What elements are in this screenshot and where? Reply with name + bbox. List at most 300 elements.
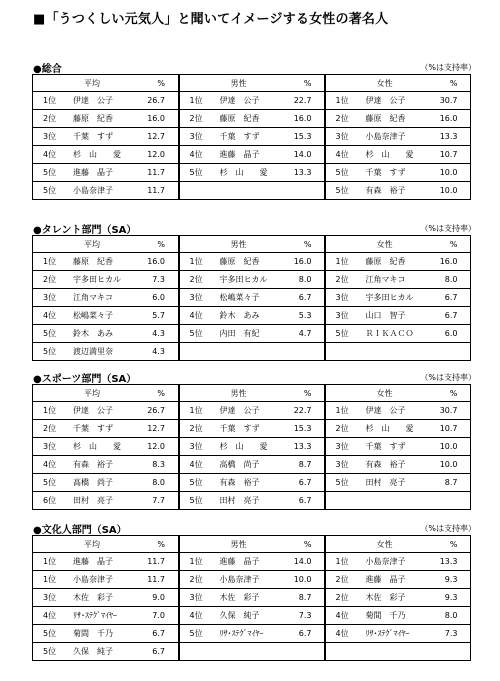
- name: 有森 裕子: [219, 478, 260, 487]
- header-female: [325, 536, 471, 553]
- table-row: [33, 571, 471, 589]
- name: 宇多田ヒカル: [219, 275, 268, 284]
- table-row: [33, 589, 471, 607]
- table-row: [33, 164, 471, 182]
- ranking-cell: [325, 343, 471, 361]
- value: 13.3: [439, 557, 458, 566]
- name: 鈴木 あみ: [73, 329, 113, 338]
- value: 4.3: [152, 347, 165, 356]
- rank: 2位: [189, 424, 203, 433]
- name: 田村 亮子: [365, 478, 406, 487]
- rank: 4位: [335, 629, 349, 638]
- ranking-cell: [33, 438, 179, 456]
- table-row: [33, 492, 471, 510]
- ranking-cell: [179, 182, 325, 200]
- rank: 1位: [335, 96, 349, 105]
- table-row: [33, 456, 471, 474]
- support-rate-note: （%は支持率）: [420, 63, 476, 72]
- header-male-label: 男性: [230, 388, 247, 398]
- name: 千葉 すず: [219, 424, 260, 433]
- name: 千葉 すず: [365, 168, 406, 177]
- rank: 1位: [43, 257, 57, 266]
- rank: 5位: [43, 186, 57, 195]
- value: 5.3: [298, 311, 312, 320]
- rank: 1位: [43, 96, 57, 105]
- rank: 2位: [189, 114, 203, 123]
- name: 杉 山 愛: [219, 442, 268, 451]
- rank: 1位: [189, 257, 203, 266]
- section-title: ●文化人部門（SA）: [33, 525, 127, 536]
- value: 22.7: [293, 96, 312, 105]
- value: 14.0: [293, 150, 312, 159]
- name: 松嶋菜々子: [73, 311, 113, 320]
- table-row: [33, 182, 471, 200]
- value: 6.7: [298, 629, 312, 638]
- ranking-cell: [33, 289, 179, 307]
- name: 千葉 すず: [73, 424, 114, 433]
- name: 菊間 千乃: [73, 629, 113, 638]
- header-avg: [33, 536, 179, 553]
- name: 杉 山 愛: [365, 150, 414, 159]
- ranking-cell: [179, 164, 325, 182]
- rank: 6位: [43, 496, 57, 505]
- name: 田村 亮子: [73, 496, 113, 505]
- ranking-cell: [179, 402, 325, 420]
- value: 12.0: [147, 150, 165, 159]
- table-row: [33, 438, 471, 456]
- ranking-cell: [179, 253, 325, 271]
- ranking-cell: [33, 589, 179, 607]
- value: 26.7: [147, 96, 165, 105]
- ranking-cell: [33, 474, 179, 492]
- value: 12.7: [147, 424, 165, 433]
- rank: 1位: [335, 557, 349, 566]
- ranking-cell: [325, 643, 471, 661]
- rank: 2位: [335, 593, 349, 602]
- ranking-cell: [179, 553, 325, 571]
- header-percent: %: [449, 388, 458, 398]
- header-female-label: 女性: [376, 239, 393, 249]
- name: 伊達 公子: [73, 406, 113, 415]
- name: ﾘｻ･ｽﾃｸﾞﾏｲﾔｰ: [73, 611, 117, 620]
- header-avg-label: 平均: [84, 78, 100, 88]
- ranking-cell: [325, 492, 471, 510]
- name: 内田 有紀: [219, 329, 260, 338]
- value: 8.0: [444, 275, 458, 284]
- header-male: [179, 236, 325, 253]
- header-percent: %: [449, 78, 458, 88]
- name: 松嶋菜々子: [219, 293, 260, 302]
- header-female: [325, 385, 471, 402]
- rank: 4位: [43, 311, 57, 320]
- rank: 5位: [335, 478, 349, 487]
- ranking-cell: [179, 289, 325, 307]
- ranking-cell: [179, 92, 325, 110]
- rank: 1位: [189, 96, 203, 105]
- name: 木佐 彩子: [219, 593, 260, 602]
- ranking-cell: [179, 325, 325, 343]
- ranking-cell: [33, 420, 179, 438]
- value: 13.3: [293, 442, 312, 451]
- value: 6.7: [444, 311, 458, 320]
- ranking-cell: [33, 271, 179, 289]
- rank: 1位: [335, 406, 349, 415]
- rank: 5位: [189, 478, 203, 487]
- table-row: [33, 625, 471, 643]
- header-female-label: 女性: [376, 539, 393, 549]
- value: 6.0: [444, 329, 458, 338]
- value: 26.7: [147, 406, 165, 415]
- ranking-cell: [325, 307, 471, 325]
- table-row: [33, 325, 471, 343]
- value: 7.7: [152, 496, 165, 505]
- ranking-cell: [325, 164, 471, 182]
- table-header-row: [33, 236, 471, 253]
- header-female-label: 女性: [376, 388, 393, 398]
- ranking-cell: [179, 643, 325, 661]
- rank: 5位: [189, 168, 203, 177]
- name: ﾘｻ･ｽﾃｸﾞﾏｲﾔｰ: [219, 629, 264, 638]
- section-title: ●タレント部門（SA）: [33, 225, 137, 236]
- value: 7.3: [444, 629, 458, 638]
- value: 8.0: [298, 275, 312, 284]
- value: 15.3: [293, 424, 312, 433]
- rank: 5位: [189, 496, 203, 505]
- value: 11.7: [147, 575, 165, 584]
- value: 13.3: [293, 168, 312, 177]
- value: 10.0: [293, 575, 312, 584]
- rank: 2位: [189, 575, 203, 584]
- ranking-cell: [325, 271, 471, 289]
- rank: 3位: [335, 442, 349, 451]
- name: 田村 亮子: [219, 496, 260, 505]
- page-title: ■「うつくしい元気人」と聞いてイメージする女性の著名人: [33, 12, 389, 27]
- ranking-cell: [179, 271, 325, 289]
- table-row: [33, 146, 471, 164]
- name: 杉 山 愛: [73, 150, 121, 159]
- table-header-row: [33, 536, 471, 553]
- name: 藤原 紀香: [365, 114, 406, 123]
- ranking-cell: [325, 456, 471, 474]
- rank: 5位: [43, 168, 57, 177]
- rank: 3位: [335, 293, 349, 302]
- value: 10.0: [439, 168, 458, 177]
- rank: 3位: [335, 132, 349, 141]
- name: 千葉 すず: [219, 132, 260, 141]
- table-row: [33, 307, 471, 325]
- value: 9.3: [444, 575, 458, 584]
- value: 6.7: [152, 647, 165, 656]
- header-female-label: 女性: [376, 78, 393, 88]
- name: 高橋 尚子: [73, 478, 113, 487]
- name: ＲＩＫＡＣＯ: [365, 329, 414, 338]
- ranking-cell: [33, 164, 179, 182]
- value: 4.3: [152, 329, 165, 338]
- ranking-cell: [179, 456, 325, 474]
- ranking-cell: [33, 325, 179, 343]
- name: 伊達 公子: [365, 406, 406, 415]
- name: 藤原 紀香: [219, 114, 260, 123]
- ranking-cell: [179, 343, 325, 361]
- value: 4.7: [298, 329, 312, 338]
- table-row: [33, 402, 471, 420]
- value: 7.3: [298, 611, 312, 620]
- name: 進藤 晶子: [73, 557, 113, 566]
- ranking-cell: [33, 253, 179, 271]
- name: 鈴木 あみ: [219, 311, 260, 320]
- value: 9.0: [152, 593, 165, 602]
- rank: 2位: [43, 114, 57, 123]
- rank: 4位: [189, 460, 203, 469]
- name: 進藤 晶子: [219, 557, 260, 566]
- header-percent: %: [157, 239, 165, 249]
- name: 藤原 紀香: [73, 114, 113, 123]
- value: 6.7: [444, 293, 458, 302]
- value: 11.7: [147, 186, 165, 195]
- ranking-cell: [179, 146, 325, 164]
- value: 6.7: [152, 629, 165, 638]
- value: 8.7: [444, 478, 458, 487]
- rank: 5位: [335, 186, 349, 195]
- header-percent: %: [303, 78, 312, 88]
- name: 渡辺満里奈: [73, 347, 113, 356]
- header-avg: [33, 236, 179, 253]
- ranking-cell: [325, 182, 471, 200]
- rank: 5位: [43, 347, 57, 356]
- name: 伊達 公子: [73, 96, 113, 105]
- rank: 3位: [335, 311, 349, 320]
- rank: 3位: [189, 293, 203, 302]
- rank: 4位: [335, 611, 349, 620]
- value: 15.3: [293, 132, 312, 141]
- section-title: ●スポーツ部門（SA）: [33, 374, 137, 385]
- ranking-cell: [179, 625, 325, 643]
- name: 山口 智子: [365, 311, 406, 320]
- value: 6.7: [298, 496, 312, 505]
- header-percent: %: [157, 388, 165, 398]
- rank: 3位: [43, 293, 57, 302]
- rank: 3位: [189, 132, 203, 141]
- ranking-table: [32, 235, 471, 361]
- header-female: [325, 236, 471, 253]
- table-row: [33, 607, 471, 625]
- header-percent: %: [449, 239, 458, 249]
- header-percent: %: [157, 78, 165, 88]
- name: 伊達 公子: [365, 96, 406, 105]
- ranking-cell: [33, 625, 179, 643]
- value: 16.0: [439, 257, 458, 266]
- ranking-cell: [179, 110, 325, 128]
- ranking-cell: [325, 92, 471, 110]
- support-rate-note: （%は支持率）: [420, 224, 476, 233]
- name: 宇多田ヒカル: [73, 275, 121, 284]
- ranking-cell: [325, 438, 471, 456]
- rank: 2位: [43, 424, 57, 433]
- rank: 3位: [189, 442, 203, 451]
- support-rate-note: （%は支持率）: [420, 373, 476, 382]
- name: 江角マキコ: [73, 293, 113, 302]
- header-percent: %: [157, 539, 165, 549]
- ranking-cell: [33, 307, 179, 325]
- value: 10.7: [439, 150, 458, 159]
- value: 16.0: [439, 114, 458, 123]
- value: 16.0: [147, 114, 165, 123]
- value: 10.0: [439, 442, 458, 451]
- header-avg: [33, 75, 179, 92]
- header-avg-label: 平均: [84, 239, 100, 249]
- ranking-cell: [179, 607, 325, 625]
- rank: 1位: [189, 557, 203, 566]
- table-header-row: [33, 75, 471, 92]
- value: 5.7: [152, 311, 165, 320]
- rank: 5位: [43, 647, 57, 656]
- name: 有森 裕子: [73, 460, 113, 469]
- header-male-label: 男性: [230, 539, 247, 549]
- value: 11.7: [147, 557, 165, 566]
- header-percent: %: [303, 239, 312, 249]
- name: 木佐 彩子: [73, 593, 113, 602]
- value: 12.7: [147, 132, 165, 141]
- ranking-cell: [325, 146, 471, 164]
- rank: 3位: [43, 132, 57, 141]
- header-percent: %: [303, 539, 312, 549]
- rank: 2位: [335, 424, 349, 433]
- value: 10.7: [439, 424, 458, 433]
- ranking-cell: [179, 474, 325, 492]
- rank: 4位: [189, 150, 203, 159]
- ranking-cell: [179, 307, 325, 325]
- support-rate-note: （%は支持率）: [420, 524, 476, 533]
- header-percent: %: [303, 388, 312, 398]
- ranking-cell: [325, 402, 471, 420]
- name: 杉 山 愛: [73, 442, 121, 451]
- name: 有森 裕子: [365, 460, 406, 469]
- table-row: [33, 553, 471, 571]
- value: 8.7: [298, 460, 312, 469]
- ranking-cell: [33, 128, 179, 146]
- table-row: [33, 92, 471, 110]
- ranking-cell: [33, 182, 179, 200]
- value: 6.7: [298, 293, 312, 302]
- table-row: [33, 474, 471, 492]
- ranking-table: [32, 535, 471, 661]
- ranking-cell: [179, 571, 325, 589]
- ranking-cell: [325, 625, 471, 643]
- table-row: [33, 420, 471, 438]
- ranking-cell: [179, 438, 325, 456]
- name: 宇多田ヒカル: [365, 293, 414, 302]
- value: 16.0: [147, 257, 165, 266]
- ranking-cell: [33, 402, 179, 420]
- name: 小島奈津子: [219, 575, 260, 584]
- ranking-cell: [33, 607, 179, 625]
- ranking-cell: [33, 492, 179, 510]
- ranking-cell: [325, 589, 471, 607]
- rank: 2位: [189, 275, 203, 284]
- header-avg: [33, 385, 179, 402]
- header-avg-label: 平均: [84, 539, 100, 549]
- name: 久保 純子: [219, 611, 260, 620]
- ranking-cell: [33, 343, 179, 361]
- rank: 1位: [335, 257, 349, 266]
- name: 藤原 紀香: [219, 257, 260, 266]
- rank: 4位: [43, 150, 57, 159]
- name: 杉 山 愛: [219, 168, 268, 177]
- name: 久保 純子: [73, 647, 113, 656]
- name: 小島奈津子: [365, 132, 406, 141]
- value: 12.0: [147, 442, 165, 451]
- value: 6.7: [298, 478, 312, 487]
- rank: 2位: [335, 275, 349, 284]
- ranking-cell: [33, 553, 179, 571]
- name: 藤原 紀香: [73, 257, 113, 266]
- ranking-cell: [33, 146, 179, 164]
- header-male-label: 男性: [230, 239, 247, 249]
- rank: 5位: [43, 478, 57, 487]
- name: 小島奈津子: [73, 575, 113, 584]
- rank: 2位: [43, 275, 57, 284]
- name: ﾘｻ･ｽﾃｸﾞﾏｲﾔｰ: [365, 629, 410, 638]
- ranking-cell: [325, 571, 471, 589]
- ranking-cell: [179, 420, 325, 438]
- ranking-cell: [33, 571, 179, 589]
- rank: 4位: [43, 460, 57, 469]
- value: 16.0: [293, 114, 312, 123]
- value: 8.7: [298, 593, 312, 602]
- ranking-cell: [33, 456, 179, 474]
- ranking-cell: [325, 253, 471, 271]
- rank: 5位: [43, 629, 57, 638]
- name: 木佐 彩子: [365, 593, 406, 602]
- value: 22.7: [293, 406, 312, 415]
- rank: 1位: [43, 406, 57, 415]
- header-percent: %: [449, 539, 458, 549]
- table-header-row: [33, 385, 471, 402]
- ranking-cell: [179, 128, 325, 146]
- header-male: [179, 536, 325, 553]
- rank: 5位: [43, 329, 57, 338]
- name: 進藤 晶子: [73, 168, 113, 177]
- ranking-cell: [179, 492, 325, 510]
- table-row: [33, 289, 471, 307]
- name: 千葉 すず: [365, 442, 406, 451]
- name: 進藤 晶子: [219, 150, 260, 159]
- ranking-cell: [325, 607, 471, 625]
- ranking-cell: [325, 553, 471, 571]
- value: 16.0: [293, 257, 312, 266]
- name: 杉 山 愛: [365, 424, 414, 433]
- rank: 2位: [335, 114, 349, 123]
- value: 7.3: [152, 275, 165, 284]
- ranking-cell: [325, 289, 471, 307]
- name: 菊間 千乃: [365, 611, 406, 620]
- rank: 2位: [335, 575, 349, 584]
- ranking-cell: [325, 420, 471, 438]
- header-female: [325, 75, 471, 92]
- value: 10.0: [439, 460, 458, 469]
- name: 江角マキコ: [365, 275, 406, 284]
- ranking-cell: [33, 92, 179, 110]
- rank: 3位: [43, 593, 57, 602]
- name: 伊達 公子: [219, 96, 260, 105]
- name: 進藤 晶子: [365, 575, 406, 584]
- value: 13.3: [439, 132, 458, 141]
- name: 伊達 公子: [219, 406, 260, 415]
- value: 8.3: [152, 460, 165, 469]
- rank: 4位: [43, 611, 57, 620]
- value: 8.0: [444, 611, 458, 620]
- rank: 4位: [189, 611, 203, 620]
